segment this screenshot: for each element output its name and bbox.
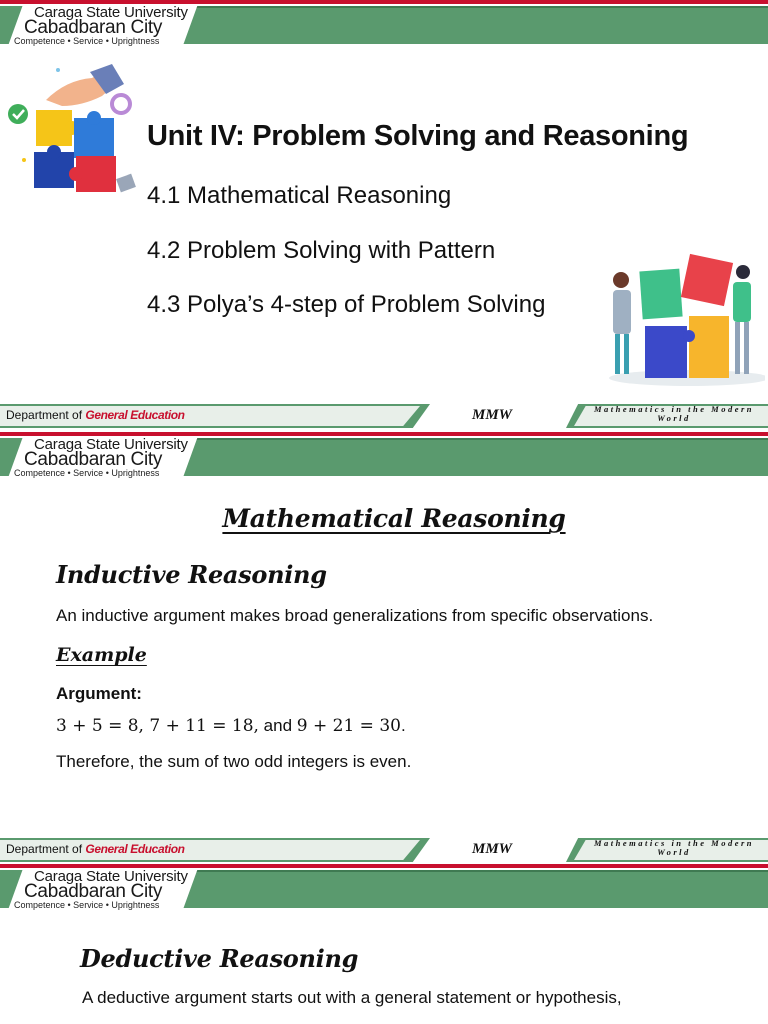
team-puzzle-illustration [603,250,765,388]
unit-title: Unit IV: Problem Solving and Reasoning [147,120,689,152]
department-prefix: Department of [6,408,83,422]
slide-footer [0,402,768,432]
university-name: Caraga State University [34,4,188,21]
university-name: Caraga State University [34,436,188,453]
slide-1 [0,0,768,432]
campus-name: Cabadbaran City [24,881,163,902]
topic-item: 4.2 Problem Solving with Pattern [147,237,496,264]
conclusion-text: Therefore, the sum of two odd integers is even. [56,752,412,771]
campus-name: Cabadbaran City [24,449,163,470]
section-heading: Deductive Reasoning [80,944,359,973]
argument-math: 3 + 5 = 8, 7 + 11 = 18, [56,716,259,736]
puzzle-hand-illustration [6,60,140,198]
argument-end: . [400,716,406,735]
topic-item: 4.3 Polya’s 4-step of Problem Solving [147,291,546,318]
header-band [150,6,768,44]
university-motto: Competence • Service • Uprightness [14,900,160,910]
argument-label: Argument: [56,684,142,703]
university-motto: Competence • Service • Uprightness [14,468,160,478]
department-name: General Education [85,408,185,422]
department-label [6,842,185,856]
slide-2 [0,432,768,864]
example-heading: Example [56,644,147,666]
section-heading: Inductive Reasoning [56,560,327,589]
argument-math-2: 9 + 21 = 30 [296,716,401,736]
header-band [150,870,768,908]
slide-title: Mathematical Reasoning [222,504,566,533]
definition-text: An inductive argument makes broad generalizations from specific observations. [56,606,654,625]
course-name: Mathematics in the Modern World [593,404,755,423]
university-name: Caraga State University [34,868,188,885]
argument-and: and [258,716,297,735]
header-band [150,438,768,476]
topic-item: 4.1 Mathematical Reasoning [147,182,452,209]
slide-3 [0,864,768,1024]
slide-header [0,864,768,912]
university-motto: Competence • Service • Uprightness [14,36,160,46]
course-name: Mathematics in the Modern World [593,838,755,857]
campus-name: Cabadbaran City [24,17,163,38]
course-code: MMW [472,407,513,423]
department-name: General Education [85,842,185,856]
course-code: MMW [472,841,513,857]
slide-header [0,432,768,480]
slide-header [0,0,768,48]
argument-line [56,716,406,736]
department-prefix: Department of [6,842,83,856]
slide-footer [0,836,768,864]
department-label [6,408,185,422]
definition-text: A deductive argument starts out with a general statement or hypothesis, [82,988,622,1007]
